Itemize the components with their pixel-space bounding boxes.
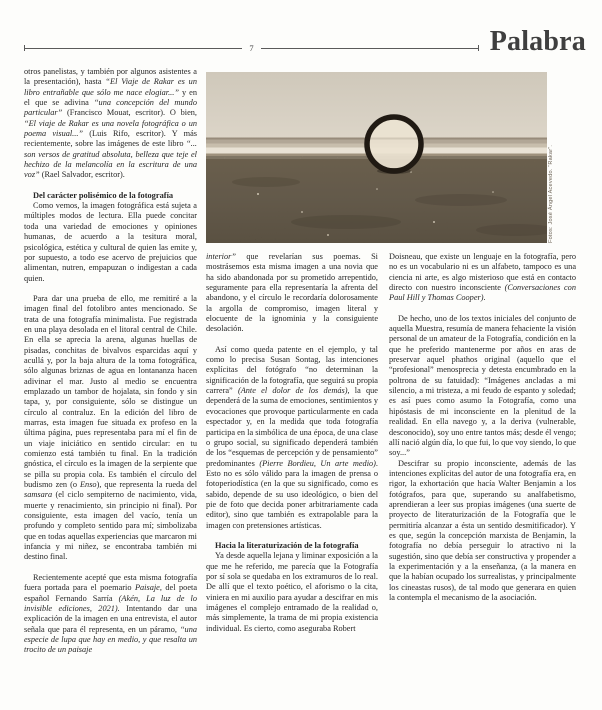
body-paragraph: Descifrar su propio inconsciente, además de las intenciones explícitas del autor de una fotografía era, en rigor, la exhortación que hacía Walter Benjamin a los fotógrafos, para que, superando su analfabetismo, aprendieran a leer sus propias imágenes (una suerte de proyecto de literaturización de la Fotografía que le permitiría alcanzar a ésta un sentido desmitificador). Y es que, según la concepción marxista de Benjamin, la fotografía no debía perseguir lo atractivo ni la sugestión, sino que debía ser constructiva y propender a la experimentación y a la enseñanza, (a la manera en que la habían ocupado los surrealistas, y principalmente los cineastas rusos), de tal modo que generara en quien la contempla el mecanismo de la asociación. — [389, 458, 576, 602]
masthead-title: Palabra — [489, 26, 586, 57]
rule-line-right — [261, 48, 478, 49]
text-column-1 — [24, 67, 197, 656]
beach-ring-photo — [206, 72, 547, 243]
rule-line-left — [25, 48, 242, 49]
rule-right-tick — [478, 45, 479, 51]
body-paragraph: Recientemente acepté que esta misma fotografía fuera portada para el poemario Paisaje, del poeta español Fernando Sarría (Akén, La luz de lo invisible ediciones, 2021). Intentando dar una explicación de la imagen en una entrevista, el autor señala que para él representa, en un páramo, “una especie de lupa que hay en medio, y que resalta un trocito de un paisaje — [24, 572, 197, 655]
body-paragraph: Así como queda patente en el ejemplo, y tal como lo precisa Susan Sontag, las intenciones explícitas del fotógrafo “no determinan la significación de la fotografía, que seguirá su propia carrera” (Ante el dolor de los demás), la que dependerá de la suma de emociones, sentimientos y evocaciones que provoque particularmente en cada espectador y, en la medida que toda fotografía participa en la simbólica de una época, de una clase o grupo social, su significado dependerá también de los “esquemas de percepción y de pensamiento” predominantes (Pierre Bordieu, Un arte medio). Esto no es sólo válido para la imagen de prensa o fotoperiodística (en la que su significado, como es sabido, depende de su uso ideológico, o bien del pie de foto que decida poner arbitrariamente cada editor), sino que también es extrapolable para la imagen con pretensiones artísticas. — [206, 344, 378, 530]
section-heading: Hacia la literaturización de la fotografía — [215, 540, 359, 550]
body-paragraph: otros panelistas, y también por algunos asistentes a la presentación), hasta “El Viaje de Rakar es un libro entrañable que sólo me nace elogiar...” y en el que se adivina “una concepción del mundo particular” (Francisco Mouat, escritor). O bien, “El viaje de Rakar es una novela fotográfica o un poema visual...” (Luis Rifo, escritor). Y más recientemente, sobre las imágenes de este libro “... son versos de gratitud absoluta, belleza que teje el hechizo de la melancolía en la escritura de una voz” (Rael Salvador, escritor). — [24, 67, 197, 180]
body-paragraph: De hecho, uno de los textos iniciales del conjunto de aquella Muestra, resumía de manera fehaciente la visión personal de un amateur de la Fotografía, condición en la que he preferido mantenerme por años en aras de preservar aquel phathos original (aquello que el “profesional” menosprecia y detesta encumbrado en la poltrona de su fatuidad): “Imágenes ancladas a mi silencio, a mi tristeza, a mi feudo de espanto y soledad; es así pues como asumo la Fotografía, como una hipóstasis de mi inconsciente en la plenitud de la realidad. En ella navego y, a la deriva (vulnerable, desconocido), soy uno entre tantos más; desde él vengo; allí nació algún día, lo que fui, lo que voy siendo, lo que soy...” — [389, 313, 576, 458]
text-column-2 — [206, 252, 378, 634]
body-paragraph: interior” que revelarían sus poemas. Si mostrásemos esta misma imagen a una novia que ha sido abandonada por su prometido arrepentido, seguramente para ella representaría la afrenta del abandono, y el círculo le recordaría dolorosamente la argolla de compromiso, imagen literal y elocuente de la ignominia y la consiguiente desolación. — [206, 252, 378, 334]
body-paragraph: Doisneau, que existe un lenguaje en la fotografía, pero no es un vocabulario ni es un alfabeto, tampoco es una ciencia ni arte, es algo misterioso que está en contacto directo con nuestro inconsciente (Conversaciones con Paul Hill y Thomas Cooper). — [389, 252, 576, 303]
section-heading: Del carácter polisémico de la fotografía — [33, 190, 174, 200]
text-column-3 — [389, 252, 576, 603]
page-number: 7 — [249, 43, 254, 53]
body-paragraph: Ya desde aquella lejana y liminar exposición a la que me he referido, me parecía que la Fotografía por sí sola se quedaba en los extramuros de lo real. De allí que el texto poético, el aforismo o la cita, viniera en mi auxilio para ayudar a descifrar en mis imágenes el complejo entramado de la realidad o, más simplemente, la trama de mi propia existencia individual. Es cierto, como aseguraba Robert — [206, 551, 378, 633]
header-rule — [24, 44, 479, 53]
body-paragraph: Como vemos, la imagen fotográfica está sujeta a múltiples modos de lectura. Ella puede concitar toda una variedad de emociones y opiniones humanas, de acuerdo a la tesitura moral, psicológica, estética y cultural de quien las emite y, por supuesto, a todo ese acervo de prejuicios que alimentan, nutren, empapuzan o indigestan a cada quien. — [24, 201, 197, 283]
body-paragraph: Para dar una prueba de ello, me remitiré a la imagen final del fotolibro antes mencionado. Se trata de una fotografía minimalista. Fue registrada en una playa desolada en el litoral central de Chile. En ella se aprecia la arena, algunas huellas de pisadas, conchitas de bivalvos esparcidas aquí y acullá y, por la baja altura de la toma fotográfica, sólo algunas briznas de agua en lontananza hacen adivinar el mar. Justo al medio se encuentra emplazado un tambor de hojalata, sin fondo y sin tapa, y, por consiguiente, sólo se distingue un círculo al contraluz. En la edición del libro de marras, esta imagen fue situada ex profeso en la última página, pues representaba para mí el fin de un viaje iniciático en sentido circular: en tu comienzo está también tu final. En la tradición gnóstica, el círculo es la imagen de la serpiente que se pilla su propia cola. Es también el círculo del budismo zen (o Enso), que representa la rueda del samsara (el ciclo sempiterno de nacimiento, vida, muerte y renacimiento, sin principio ni final). Por consiguiente, esta imagen del vacío, tenía un profundo y completo sentido para mí; simbolizaba que en todas aquellas experiencias que marcaron mi infancia y mi niñez, se encontraba también mi destino final. — [24, 293, 197, 562]
photo-credit: Fotos: José Ángel Acevedo. “Rakar”. — [548, 144, 554, 243]
